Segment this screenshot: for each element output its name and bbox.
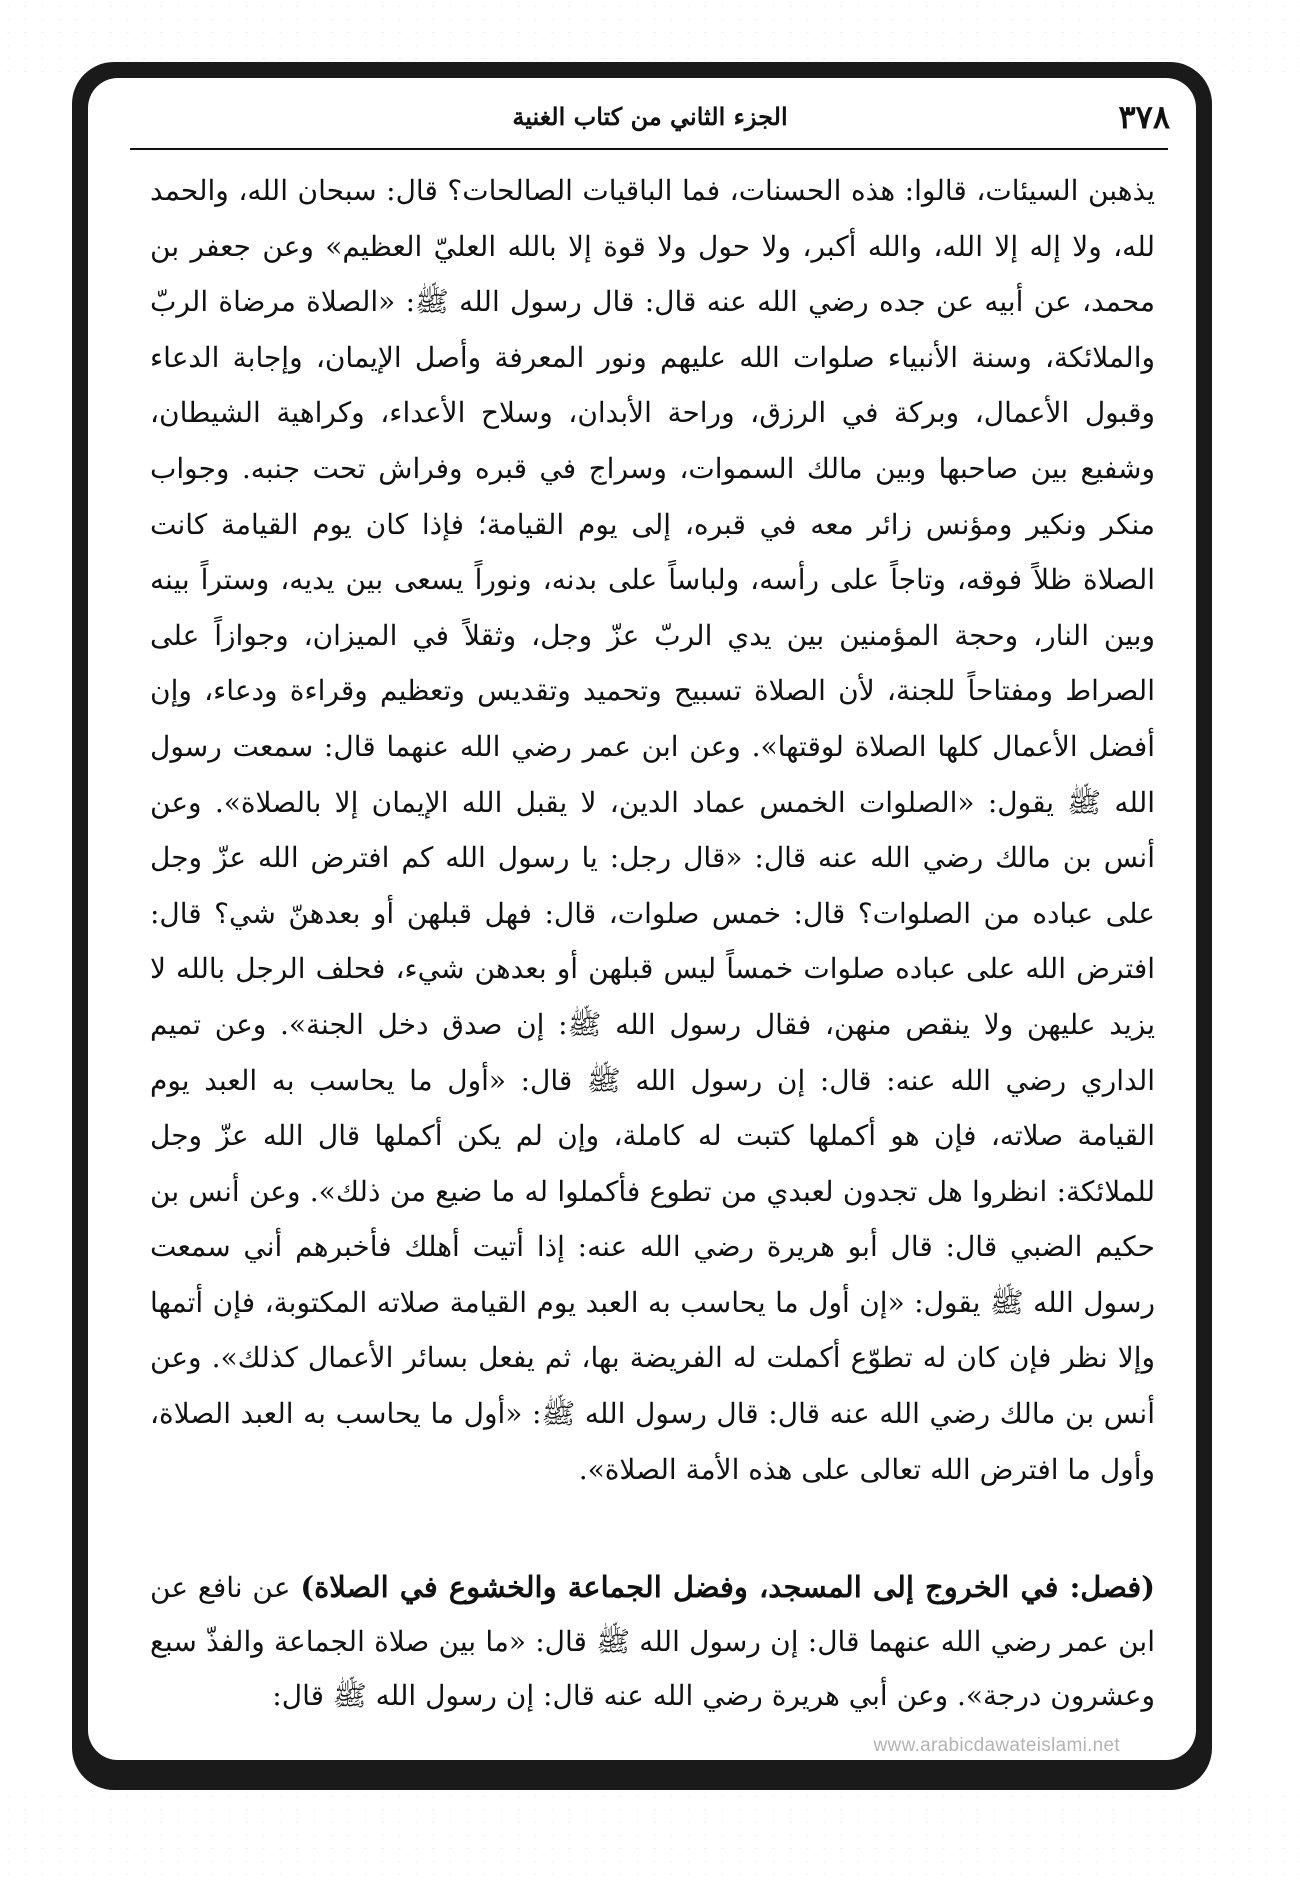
main-paragraph: يذهبن السيئات، قالوا: هذه الحسنات، فما الباقيات الصالحات؟ قال: سبحان الله، والحمد لله، ولا إله إلا الله، والله أكبر، ولا حول ولا قوة إلا بالله العليّ العظيم» وعن جعفر بن محمد، عن أبيه عن جده رضي الله عنه قال: قال رسول الله ﷺ: «الصلاة مرضاة الربّ والملائكة، وسنة الأنبياء صلوات الله عليهم ونور المعرفة وأصل الإيمان، وإجابة الدعاء وقبول الأعمال، وبركة في الرزق، وراحة الأبدان، وسلاح الأعداء، وكراهية الشيطان، وشفيع بين صاحبها وبين مالك السموات، وسراج في قبره وفراش تحت جنبه. وجواب منكر ونكير ومؤنس زائر معه في قبره، إلى يوم القيامة؛ فإذا كان يوم القيامة كانت الصلاة ظلاً فوقه، وتاجاً على رأسه، ولباساً على بدنه، ونوراً يسعى بين يديه، وستراً بينه وبين النار، وحجة المؤمنين بين يدي الربّ عزّ وجل، وثقلاً في الميزان، وجوازاً على الصراط ومفتاحاً للجنة، لأن الصلاة تسبيح وتحميد وتقديس وتعظيم وقراءة ودعاء، وإن أفضل الأعمال كلها الصلاة لوقتها». وعن ابن عمر رضي الله عنهما قال: سمعت رسول الله ﷺ يقول: «الصلوات الخمس عماد الدين، لا يقبل الله الإيمان إلا بالصلاة». وعن أنس بن مالك رضي الله عنه قال: «قال رجل: يا رسول الله كم افترض الله عزّ وجل على عباده من الصلوات؟ قال: خمس صلوات، قال: فهل قبلهن أو بعدهنّ شي؟ قال: افترض الله على عباده صلوات خمساً ليس قبلهن أو بعدهن شيء، فحلف الرجل بالله لا يزيد عليهن ولا ينقص منهن، فقال رسول الله ﷺ: إن صدق دخل الجنة». وعن تميم الداري رضي الله عنه: قال: إن رسول الله ﷺ قال: «أول ما يحاسب به العبد يوم القيامة صلاته، فإن هو أكملها كتبت له كاملة، وإن لم يكن أكملها قال الله عزّ وجل للملائكة: انظروا هل تجدون لعبدي من تطوع فأكملوا له ما ضيع من ذلك». وعن أنس بن حكيم الضبي قال: قال أبو هريرة رضي الله عنه: إذا أتيت أهلك فأخبرهم أني سمعت رسول الله ﷺ يقول: «إن أول ما يحاسب به العبد يوم القيامة صلاته المكتوبة، فإن أتمها وإلا نظر فإن كان له تطوّع أكملت له الفريضة بها، ثم يفعل بسائر الأعمال كذلك». وعن أنس بن مالك رضي الله عنه قال: قال رسول الله ﷺ: «أول ما يحاسب به العبد الصلاة، وأول ما افترض الله تعالى على هذه الأمة الصلاة». [150, 174, 1156, 1486]
section-block [150, 1560, 1155, 1723]
page-number: ٣٧٨ [1118, 98, 1170, 136]
running-title: الجزء الثاني من كتاب الغنية [512, 102, 788, 131]
header-rule [130, 148, 1168, 150]
scan-noise-bottom [0, 1790, 1300, 1884]
watermark: www.arabicdawateislami.net [873, 1735, 1120, 1756]
page-header [130, 98, 1170, 142]
section-text: عن نافع عن ابن عمر رضي الله عنهما قال: إن رسول الله ﷺ قال: «ما بين صلاة الجماعة والفذّ سبع وعشرون درجة». وعن أبي هريرة رضي الله عنه قال: إن رسول الله ﷺ قال: [150, 1571, 1155, 1712]
section-heading: (فصل: في الخروج إلى المسجد، وفضل الجماعة والخشوع في الصلاة) [300, 1570, 1155, 1604]
